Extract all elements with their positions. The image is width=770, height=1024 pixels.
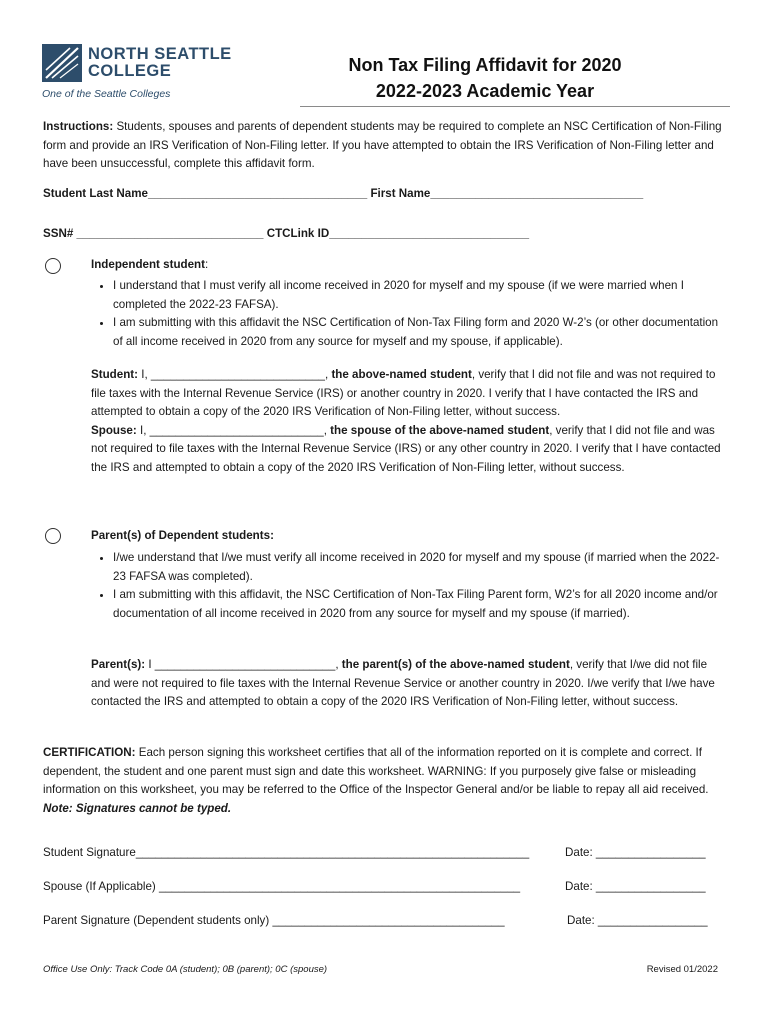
certification <box>43 744 727 818</box>
logo-name <box>88 46 232 80</box>
logo-name-line2: COLLEGE <box>88 62 172 80</box>
ctclink-id-field[interactable]: CTCLink ID_______________________________ <box>263 227 530 240</box>
list-item: • I am submitting with this affidavit the NSC Certification of Non-Tax Filing form and 2020 W-2’s (or other documentation of all income received in 2020 from any source for myself and my spouse, if applicable). <box>113 314 727 351</box>
parent-heading: Parent(s) of Dependent students: <box>91 529 274 542</box>
student-last-name-field[interactable]: Student Last Name__________________________________ <box>43 187 368 200</box>
list-item: • I/we understand that I/we must verify all income received in 2020 for myself and my spouse (if married when the 2022-23 FAFSA was completed). <box>113 549 727 586</box>
logo-name-line1: NORTH SEATTLE <box>88 45 232 63</box>
spouse-label: Spouse: <box>91 423 137 437</box>
instructions-text: Students, spouses and parents of dependent students may be required to complete an NSC Certification of Non-Filing form and provide an IRS Verification of Non-Filing letter. If you have attempted to obtain the IRS Verification of Non-Filing letter and have been unsuccessful, complete this affidavit form. <box>43 120 722 171</box>
student-date-field[interactable]: Date: _________________ <box>565 846 706 859</box>
certification-text: Each person signing this worksheet certifies that all of the information reported on it is complete and correct. If dependent, the student and one parent must sign and date this worksheet. WARNING: If you purposely give false or misleading information on this worksheet, you may be referred to the Office of the Inspector General and/or be liable to repay all aid received. <box>43 746 709 797</box>
independent-student-colon: : <box>205 258 209 271</box>
parent-label: Parent(s): <box>91 658 146 671</box>
instructions-label: Instructions: <box>43 120 114 133</box>
college-logo <box>42 44 272 104</box>
certification-note: Note: Signatures cannot be typed. <box>43 801 232 815</box>
page-title <box>300 52 670 104</box>
list-item: • I understand that I must verify all income received in 2020 for myself and my spouse (if we were married when I completed the 2022-23 FAFSA). <box>113 277 727 314</box>
parent-dependent-radio[interactable] <box>45 528 61 544</box>
student-label: Student: <box>91 368 139 381</box>
spouse-statement-bold: the spouse of the above-named student <box>326 423 550 437</box>
spouse-signature-field[interactable]: Spouse (If Applicable) ________________________________________________________ <box>43 880 521 893</box>
independent-student-heading <box>91 258 208 271</box>
instructions <box>43 118 727 174</box>
certification-label: CERTIFICATION: <box>43 746 136 759</box>
independent-bullets <box>91 277 727 351</box>
logo-tagline: One of the Seattle Colleges <box>42 88 171 100</box>
parent-date-field[interactable]: Date: _________________ <box>567 914 708 927</box>
student-name-blank[interactable]: I, ___________________________, <box>138 368 329 381</box>
spouse-name-blank[interactable]: I, ___________________________, <box>136 423 327 437</box>
student-statement-bold: the above-named student <box>328 368 472 381</box>
independent-student-title: Independent student <box>91 258 206 271</box>
title-line1: Non Tax Filing Affidavit for 2020 <box>348 55 622 75</box>
title-line2: 2022-2023 Academic Year <box>375 81 595 101</box>
ssn-field[interactable]: SSN# _____________________________ <box>43 227 264 240</box>
office-use-note: Office Use Only: Track Code 0A (student); 0B (parent); 0C (spouse) <box>43 964 328 975</box>
parent-bullets <box>91 549 727 623</box>
revision-date: Revised 01/2022 <box>646 964 718 975</box>
student-signature-field[interactable]: Student Signature_____________________________________________________________ <box>43 846 530 859</box>
student-statement-text: , verify that I did not file and was not required to file taxes with the Internal Revenue Service (IRS) or another country in 2020. I verify that I have contacted the IRS and attempted to obtain a copy of the 2020 IRS Verification of Non-Filing letter, without success. <box>91 368 716 419</box>
spouse-date-field[interactable]: Date: _________________ <box>565 880 706 893</box>
student-statement <box>91 366 727 478</box>
header-divider <box>300 106 730 107</box>
name-fields-row <box>43 187 643 200</box>
list-item: • I am submitting with this affidavit, the NSC Certification of Non-Tax Filing Parent form, W2’s for all 2020 income and/or documentation of all income received in 2020 from any source for myself and my spouse (if married). <box>113 586 727 623</box>
parent-statement <box>91 656 727 712</box>
college-logo-icon <box>42 44 82 82</box>
id-fields-row <box>43 227 529 240</box>
spouse-statement-text: , verify that I did not file and was not required to file taxes with the Internal Revenue Service (IRS) or any other country in 2020. I verify that I have contacted the IRS and attempted to obtain a copy of the 2020 IRS Verification of Non-Filing letter, without success. <box>91 423 721 474</box>
parent-name-blank[interactable]: I ____________________________, <box>145 658 339 671</box>
parent-statement-bold: the parent(s) of the above-named student <box>338 658 570 671</box>
first-name-field[interactable]: First Name_________________________________ <box>367 187 644 200</box>
parent-statement-text: , verify that I/we did not file and were not required to file taxes with the Internal Revenue Service or another country in 2020. I/we verify that I/we have contacted the IRS and attempted to obtain a copy of the 2020 IRS Verification of Non-Filing letter, without success. <box>91 658 715 709</box>
independent-student-radio[interactable] <box>45 258 61 274</box>
parent-signature-field[interactable]: Parent Signature (Dependent students only) ____________________________________ <box>43 914 505 927</box>
